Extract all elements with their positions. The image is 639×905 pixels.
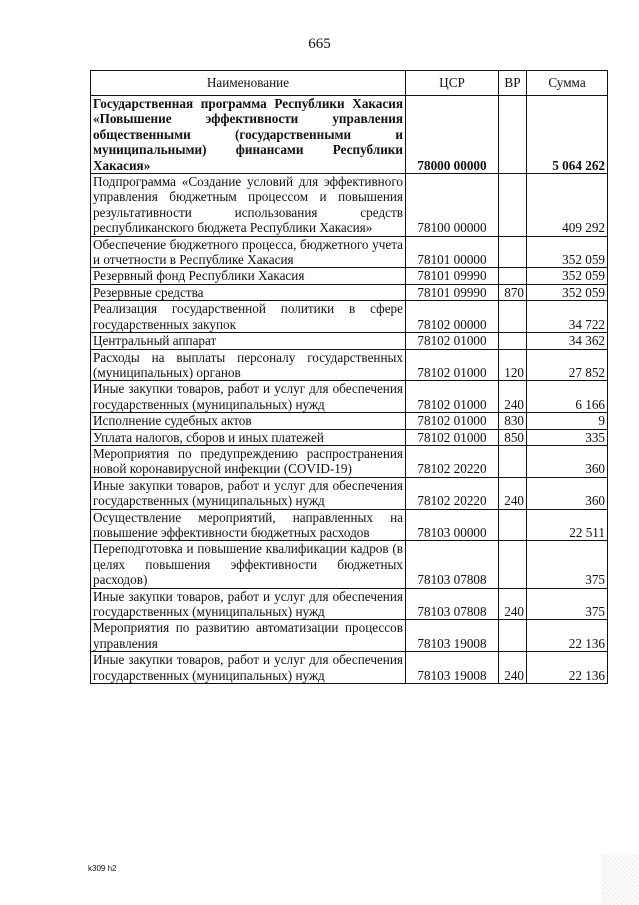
row-name-cell: Переподготовка и повышение квалификации кадров (в целях повышения эффективности бюджетных расходов): [91, 541, 406, 588]
table-row: [91, 541, 608, 588]
row-name-cell: Мероприятия по развитию автоматизации процессов управления: [91, 620, 406, 652]
row-csr-cell: 78102 01000: [406, 413, 499, 429]
row-vr-cell: [499, 445, 527, 477]
row-name-cell: Иные закупки товаров, работ и услуг для обеспечения государственных (муниципальных) нужд: [91, 381, 406, 413]
row-csr-cell: 78102 01000: [406, 381, 499, 413]
row-name-cell: Осуществление мероприятий, направленных на повышение эффективности бюджетных расходов: [91, 509, 406, 541]
row-sum-cell: 22 136: [527, 652, 608, 684]
row-name-cell: Резервные средства: [91, 284, 406, 300]
row-csr-cell: 78103 19008: [406, 620, 499, 652]
row-vr-cell: [499, 268, 527, 284]
row-csr-cell: 78103 00000: [406, 509, 499, 541]
row-vr-cell: [499, 509, 527, 541]
page-number: 665: [308, 36, 331, 52]
row-sum-cell: 360: [527, 445, 608, 477]
row-vr-cell: [499, 174, 527, 237]
row-csr-cell: 78102 01000: [406, 429, 499, 445]
row-sum-cell: 22 511: [527, 509, 608, 541]
row-name-cell: Государственная программа Республики Хакасия «Повышение эффективности управления общественными (государственными и муниципальными) финансами Республики Хакасия»: [91, 96, 406, 174]
row-name-cell: Обеспечение бюджетного процесса, бюджетного учета и отчетности в Республике Хакасия: [91, 236, 406, 268]
row-csr-cell: 78000 00000: [406, 96, 499, 174]
row-vr-cell: [499, 333, 527, 349]
table-row: [91, 174, 608, 237]
row-vr-cell: 870: [499, 284, 527, 300]
row-name-cell: Центральный аппарат: [91, 333, 406, 349]
budget-table: [90, 70, 608, 684]
row-name-cell: Иные закупки товаров, работ и услуг для обеспечения государственных (муниципальных) нужд: [91, 477, 406, 509]
row-sum-cell: 375: [527, 588, 608, 620]
table-header-row: [91, 71, 608, 96]
row-sum-cell: 335: [527, 429, 608, 445]
row-csr-cell: 78102 00000: [406, 301, 499, 333]
row-vr-cell: [499, 541, 527, 588]
table-row: [91, 96, 608, 174]
row-csr-cell: 78101 00000: [406, 236, 499, 268]
row-csr-cell: 78101 09990: [406, 268, 499, 284]
row-name-cell: Уплата налогов, сборов и иных платежей: [91, 429, 406, 445]
row-sum-cell: 34 722: [527, 301, 608, 333]
row-name-cell: Реализация государственной политики в сфере государственных закупок: [91, 301, 406, 333]
table-row: [91, 381, 608, 413]
footer-code: k309 h2: [88, 864, 117, 873]
row-vr-cell: 240: [499, 588, 527, 620]
row-sum-cell: 352 059: [527, 236, 608, 268]
row-vr-cell: 240: [499, 477, 527, 509]
table-row: [91, 445, 608, 477]
row-csr-cell: 78102 20220: [406, 445, 499, 477]
row-sum-cell: 5 064 262: [527, 96, 608, 174]
row-csr-cell: 78102 01000: [406, 333, 499, 349]
table-row: [91, 333, 608, 349]
table-row: [91, 477, 608, 509]
table-row: [91, 349, 608, 381]
row-name-cell: Мероприятия по предупреждению распространения новой коронавирусной инфекции (COVID-19): [91, 445, 406, 477]
table-row: [91, 268, 608, 284]
row-name-cell: Расходы на выплаты персоналу государственных (муниципальных) органов: [91, 349, 406, 381]
row-vr-cell: 120: [499, 349, 527, 381]
row-name-cell: Иные закупки товаров, работ и услуг для обеспечения государственных (муниципальных) нужд: [91, 652, 406, 684]
column-header-sum: Сумма: [527, 71, 608, 96]
table-row: [91, 429, 608, 445]
column-header-vr: ВР: [499, 71, 527, 96]
row-sum-cell: 352 059: [527, 268, 608, 284]
row-sum-cell: 352 059: [527, 284, 608, 300]
row-vr-cell: [499, 96, 527, 174]
row-vr-cell: 830: [499, 413, 527, 429]
row-name-cell: Подпрограмма «Создание условий для эффективного управления бюджетным процессом и повышения результативности использования средств республиканского бюджета Республики Хакасия»: [91, 174, 406, 237]
row-name-cell: Иные закупки товаров, работ и услуг для обеспечения государственных (муниципальных) нужд: [91, 588, 406, 620]
row-vr-cell: [499, 301, 527, 333]
row-sum-cell: 27 852: [527, 349, 608, 381]
row-vr-cell: [499, 620, 527, 652]
row-sum-cell: 409 292: [527, 174, 608, 237]
row-csr-cell: 78102 20220: [406, 477, 499, 509]
column-header-csr: ЦСР: [406, 71, 499, 96]
table-row: [91, 588, 608, 620]
row-csr-cell: 78102 01000: [406, 349, 499, 381]
row-sum-cell: 22 136: [527, 620, 608, 652]
row-vr-cell: [499, 236, 527, 268]
table-row: [91, 620, 608, 652]
row-sum-cell: 360: [527, 477, 608, 509]
table-row: [91, 413, 608, 429]
table-row: [91, 236, 608, 268]
row-vr-cell: 850: [499, 429, 527, 445]
row-csr-cell: 78100 00000: [406, 174, 499, 237]
scan-smudge: [601, 855, 639, 905]
table-body: [91, 96, 608, 684]
column-header-name: Наименование: [91, 71, 406, 96]
row-csr-cell: 78101 09990: [406, 284, 499, 300]
row-csr-cell: 78103 19008: [406, 652, 499, 684]
row-sum-cell: 6 166: [527, 381, 608, 413]
row-csr-cell: 78103 07808: [406, 541, 499, 588]
table-row: [91, 284, 608, 300]
table-row: [91, 509, 608, 541]
row-sum-cell: 9: [527, 413, 608, 429]
row-vr-cell: 240: [499, 381, 527, 413]
row-sum-cell: 375: [527, 541, 608, 588]
row-name-cell: Исполнение судебных актов: [91, 413, 406, 429]
table-row: [91, 301, 608, 333]
row-vr-cell: 240: [499, 652, 527, 684]
row-name-cell: Резервный фонд Республики Хакасия: [91, 268, 406, 284]
row-csr-cell: 78103 07808: [406, 588, 499, 620]
row-sum-cell: 34 362: [527, 333, 608, 349]
table-row: [91, 652, 608, 684]
